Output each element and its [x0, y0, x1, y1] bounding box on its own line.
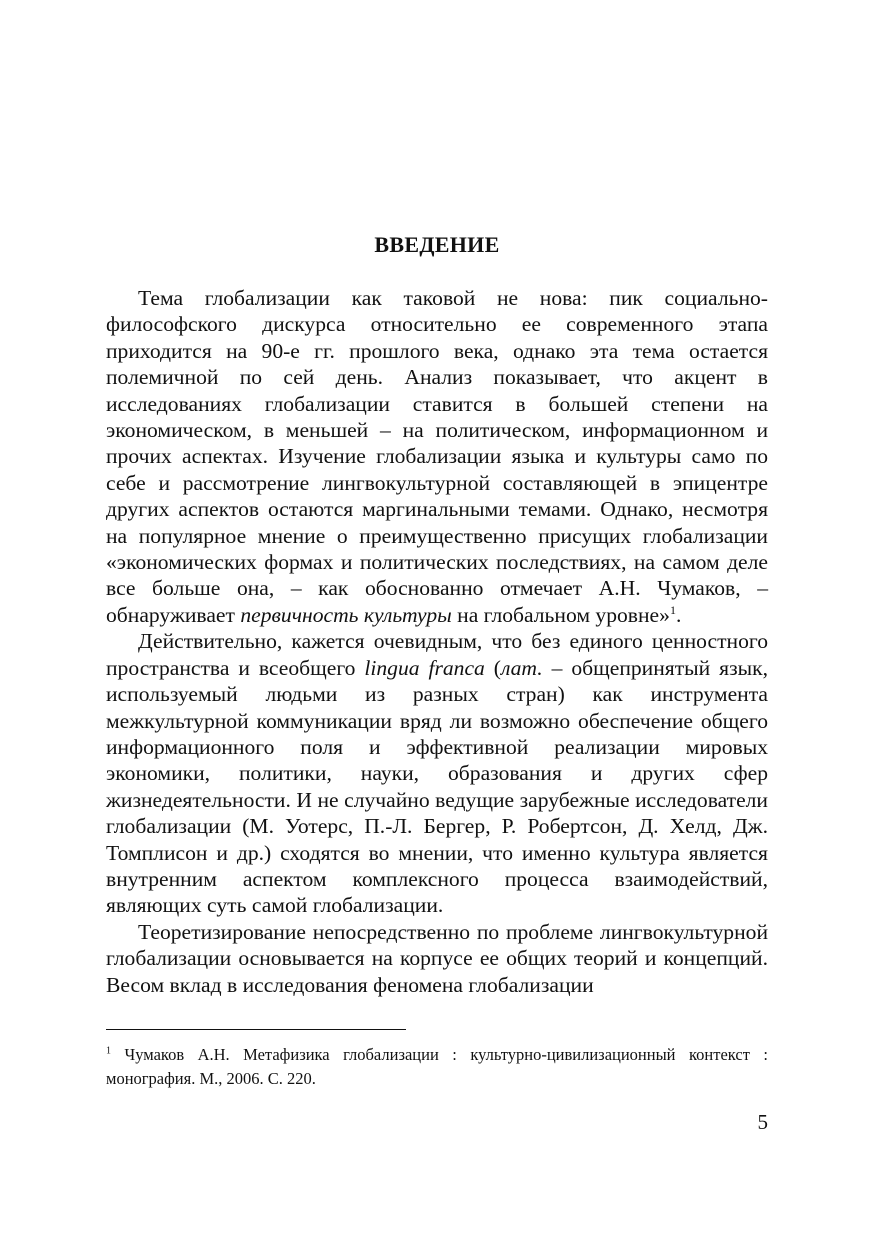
paragraph-2-text-c: – общепринятый язык, используемый людьми из разных стран) как инструмента межкультурной коммуникации вряд ли возможно обеспечение общего информационного поля и эффективной реализации мировых экономики, политики, науки, образования и других сфер жизнедеятельности. И не случайно ведущие зарубежные исследователи глобализации (М. Уотерс, П.-Л. Бергер, Р. Робертсон, Д. Хелд, Дж. Томплисон и др.) сходятся во мнении, что именно культура является внутренним аспектом комплексного процесса взаимодействий, являющих суть самой глобализации. — [106, 655, 768, 918]
paragraph-1-italic: первичность культуры — [240, 602, 452, 627]
footnote-divider — [106, 1029, 406, 1030]
page-title: ВВЕДЕНИЕ — [374, 232, 500, 257]
paragraph-2-text-b: ( — [484, 655, 501, 680]
paragraph-2-italic-a: lingua franca — [364, 655, 485, 680]
paragraph-2-text-a: Действительно, кажется очевидным, что без единого ценностного пространства и всеобщего — [106, 629, 768, 680]
paragraph-1-text-b: на глобальном уровне» — [451, 602, 670, 627]
paragraph-3: Теоретизирование непосредственно по проблеме лингвокультурной глобализации основывается на корпусе ее общих теорий и концепций. Весом вклад в исследования феномена глобализации — [106, 919, 768, 997]
page-number: 5 — [757, 1110, 768, 1134]
footnote-reference[interactable]: 1 — [669, 602, 676, 617]
paragraph-2 — [106, 628, 768, 918]
paragraph-1-text-a: Тема глобализации как таковой не нова: пик социально-философского дискурса относительно ее современного этапа приходится на 90-е гг. прошлого века, однако эта тема остается полемичной по сей день. Анализ показывает, что акцент в исследованиях глобализации ставится в большей степени на экономическом, в меньшей – на политическом, информационном и прочих аспектах. Изучение глобализации языка и культуры само по себе и рассмотрение лингвокультурной составляющей в эпицентре других аспектов остаются маргинальными темами. Однако, несмотря на популярное мнение о преимущественно присущих глобализации «экономических формах и политических последствиях, на самом деле все больше она, – как обоснованно отмечает А.Н. Чумаков, – обнаруживает — [106, 286, 768, 627]
paragraph-1-text-c: . — [675, 602, 682, 627]
footnote-marker: 1 — [106, 1045, 111, 1057]
paragraph-1 — [106, 285, 768, 628]
paragraph-2-italic-b: лат. — [500, 655, 543, 680]
main-text — [106, 285, 768, 998]
footnote-text: Чумаков А.Н. Метафизика глобализации : культурно-цивилизационный контекст : монография. М., 2006. С. 220. — [106, 1045, 768, 1088]
footnote — [106, 1043, 768, 1091]
